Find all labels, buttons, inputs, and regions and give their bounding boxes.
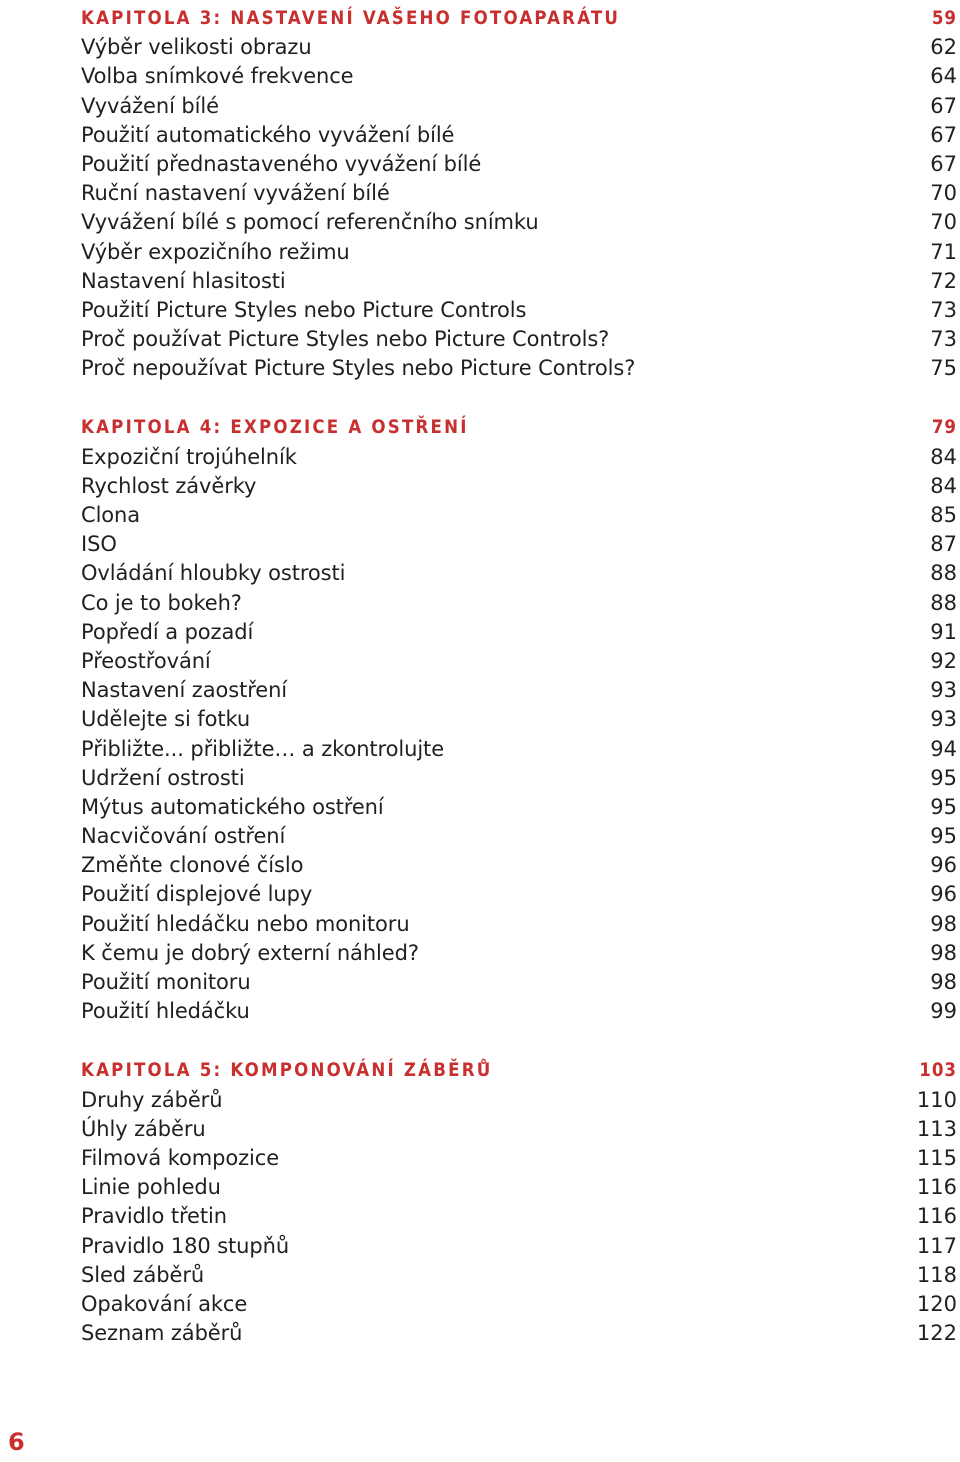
toc-entry bbox=[81, 92, 957, 121]
page-number: 6 bbox=[8, 1428, 25, 1456]
chapter-heading bbox=[81, 4, 957, 33]
toc-entry bbox=[81, 880, 957, 909]
toc-entry-label: Použití automatického vyvážení bílé bbox=[81, 122, 455, 147]
toc-entry-label: Ovládání hloubky ostrosti bbox=[81, 561, 346, 586]
toc-entry-page: 88 bbox=[930, 561, 957, 586]
toc-entry-label: Rychlost závěrky bbox=[81, 473, 257, 498]
toc-entry-page: 99 bbox=[930, 999, 957, 1024]
toc-entry-page: 116 bbox=[916, 1204, 957, 1229]
toc-entry-label: Změňte clonové číslo bbox=[81, 853, 304, 878]
toc-entry-label: Použití přednastaveného vyvážení bílé bbox=[81, 151, 482, 176]
toc-entry bbox=[81, 267, 957, 296]
toc-entry-page: 73 bbox=[930, 297, 957, 322]
toc-entry-label: Co je to bokeh? bbox=[81, 590, 242, 615]
toc-entry-page: 95 bbox=[930, 794, 957, 819]
toc-entry bbox=[81, 472, 957, 501]
toc-entry-label: Přeostřování bbox=[81, 648, 211, 673]
toc-entry bbox=[81, 1115, 957, 1144]
toc-entry bbox=[81, 121, 957, 150]
table-of-contents bbox=[81, 4, 957, 1378]
chapter-heading bbox=[81, 1056, 957, 1085]
toc-entry-label: Popředí a pozadí bbox=[81, 619, 254, 644]
toc-entry bbox=[81, 851, 957, 880]
toc-entry-page: 118 bbox=[916, 1262, 957, 1287]
toc-entry-page: 98 bbox=[930, 970, 957, 994]
toc-entry bbox=[81, 1261, 957, 1290]
toc-entry-page: 62 bbox=[930, 35, 957, 60]
chapter-page-number: 79 bbox=[931, 417, 957, 439]
chapter-4 bbox=[81, 413, 957, 1026]
toc-entry-label: Clona bbox=[81, 503, 141, 527]
toc-entry-label: Filmová kompozice bbox=[81, 1145, 280, 1170]
chapter-title: KAPITOLA 4: EXPOZICE A OSTŘENÍ bbox=[81, 417, 469, 439]
chapter-heading bbox=[81, 413, 957, 442]
toc-entry bbox=[81, 589, 957, 618]
toc-entry-page: 71 bbox=[930, 239, 957, 264]
toc-entry-label: Druhy záběrů bbox=[81, 1087, 223, 1112]
toc-entry-page: 88 bbox=[930, 590, 957, 615]
toc-entry bbox=[81, 501, 957, 530]
toc-entry-page: 96 bbox=[930, 882, 957, 907]
toc-entry-page: 98 bbox=[930, 911, 957, 936]
toc-entry-label: Použití displejové lupy bbox=[81, 882, 313, 907]
chapter-3 bbox=[81, 4, 957, 383]
toc-entry-page: 115 bbox=[916, 1145, 957, 1170]
toc-entry-label: Použití hledáčku nebo monitoru bbox=[81, 911, 410, 936]
toc-entry-label: K čemu je dobrý externí náhled? bbox=[81, 940, 419, 965]
toc-entry bbox=[81, 530, 957, 559]
toc-entry-label: Sled záběrů bbox=[81, 1262, 205, 1287]
toc-entry bbox=[81, 647, 957, 676]
toc-entry-page: 67 bbox=[930, 151, 957, 176]
toc-entry-page: 72 bbox=[930, 268, 957, 293]
toc-entry bbox=[81, 33, 957, 62]
toc-entry-page: 96 bbox=[930, 853, 957, 878]
toc-entry bbox=[81, 968, 957, 997]
toc-entry-label: Linie pohledu bbox=[81, 1175, 221, 1200]
chapter-title: KAPITOLA 5: KOMPONOVÁNÍ ZÁBĚRŮ bbox=[81, 1060, 493, 1082]
toc-entry-page: 95 bbox=[930, 765, 957, 790]
toc-entry-page: 95 bbox=[930, 824, 957, 849]
toc-entry-label: Proč nepoužívat Picture Styles nebo Picture Controls? bbox=[81, 356, 636, 381]
toc-entry bbox=[81, 1173, 957, 1202]
toc-entry-label: Expoziční trojúhelník bbox=[81, 444, 297, 469]
toc-entry-page: 98 bbox=[930, 940, 957, 965]
toc-entry-label: Udržení ostrosti bbox=[81, 765, 245, 790]
toc-entry-page: 75 bbox=[930, 356, 957, 381]
toc-entry bbox=[81, 822, 957, 851]
toc-entry-page: 91 bbox=[930, 619, 957, 644]
toc-entry bbox=[81, 764, 957, 793]
toc-entry bbox=[81, 208, 957, 237]
toc-entry bbox=[81, 354, 957, 383]
toc-entry bbox=[81, 238, 957, 267]
toc-entry-label: Nastavení hlasitosti bbox=[81, 268, 286, 293]
toc-entry bbox=[81, 296, 957, 325]
toc-entry-label: ISO bbox=[81, 532, 117, 557]
toc-entry-page: 70 bbox=[930, 210, 957, 235]
toc-entry bbox=[81, 1232, 957, 1261]
toc-entry-page: 116 bbox=[916, 1175, 957, 1200]
toc-entry bbox=[81, 618, 957, 647]
toc-entry bbox=[81, 179, 957, 208]
toc-entry-label: Použití monitoru bbox=[81, 970, 251, 994]
toc-entry-label: Úhly záběru bbox=[81, 1116, 206, 1141]
toc-entry-page: 67 bbox=[930, 122, 957, 147]
toc-entry-label: Vyvážení bílé s pomocí referenčního snímku bbox=[81, 210, 539, 235]
toc-entry-page: 70 bbox=[930, 181, 957, 206]
toc-entry-label: Pravidlo 180 stupňů bbox=[81, 1233, 290, 1258]
toc-entry bbox=[81, 150, 957, 179]
toc-entry-page: 110 bbox=[916, 1087, 957, 1112]
toc-entry bbox=[81, 559, 957, 588]
chapter-5 bbox=[81, 1056, 957, 1348]
chapter-title: KAPITOLA 3: NASTAVENÍ VAŠEHO FOTOAPARÁTU bbox=[81, 8, 621, 29]
toc-entry-label: Použití hledáčku bbox=[81, 999, 250, 1024]
toc-entry bbox=[81, 1086, 957, 1115]
toc-entry bbox=[81, 997, 957, 1026]
toc-entry-page: 84 bbox=[930, 444, 957, 469]
toc-entry-label: Použití Picture Styles nebo Picture Controls bbox=[81, 297, 527, 322]
toc-entry bbox=[81, 1319, 957, 1348]
toc-entry bbox=[81, 735, 957, 764]
toc-entry-page: 85 bbox=[930, 503, 957, 527]
toc-entry bbox=[81, 1144, 957, 1173]
toc-entry-label: Nacvičování ostření bbox=[81, 824, 286, 849]
toc-entry-label: Nastavení zaostření bbox=[81, 678, 288, 703]
toc-entry-page: 92 bbox=[930, 648, 957, 673]
toc-entry-page: 94 bbox=[930, 736, 957, 761]
toc-entry bbox=[81, 676, 957, 705]
toc-entry-page: 117 bbox=[916, 1233, 957, 1258]
toc-entry-label: Seznam záběrů bbox=[81, 1321, 243, 1346]
toc-entry-label: Vyvážení bílé bbox=[81, 93, 219, 118]
toc-entry bbox=[81, 793, 957, 822]
chapter-page-number: 103 bbox=[919, 1060, 957, 1082]
toc-entry-label: Ruční nastavení vyvážení bílé bbox=[81, 181, 390, 206]
chapter-page-number: 59 bbox=[931, 8, 957, 29]
toc-entry-page: 73 bbox=[930, 327, 957, 352]
toc-entry-label: Výběr velikosti obrazu bbox=[81, 35, 312, 60]
toc-entry bbox=[81, 1202, 957, 1231]
toc-entry bbox=[81, 705, 957, 734]
toc-entry bbox=[81, 1290, 957, 1319]
toc-entry-label: Volba snímkové frekvence bbox=[81, 64, 354, 89]
toc-entry-label: Udělejte si fotku bbox=[81, 707, 251, 732]
toc-entry bbox=[81, 443, 957, 472]
toc-entry-label: Přibližte... přibližte… a zkontrolujte bbox=[81, 736, 445, 761]
toc-entry bbox=[81, 62, 957, 91]
toc-entry-label: Opakování akce bbox=[81, 1291, 248, 1316]
toc-entry-page: 87 bbox=[930, 532, 957, 557]
toc-entry bbox=[81, 910, 957, 939]
toc-entry-page: 67 bbox=[930, 93, 957, 118]
toc-entry-label: Proč používat Picture Styles nebo Picture Controls? bbox=[81, 327, 610, 352]
toc-entry-page: 122 bbox=[916, 1321, 957, 1346]
toc-entry-page: 120 bbox=[916, 1291, 957, 1316]
toc-entry bbox=[81, 939, 957, 968]
toc-entry-page: 93 bbox=[930, 678, 957, 703]
toc-entry bbox=[81, 325, 957, 354]
toc-entry-label: Výběr expozičního režimu bbox=[81, 239, 350, 264]
toc-entry-label: Mýtus automatického ostření bbox=[81, 794, 384, 819]
toc-entry-page: 84 bbox=[930, 473, 957, 498]
toc-entry-label: Pravidlo třetin bbox=[81, 1204, 227, 1229]
toc-entry-page: 113 bbox=[916, 1116, 957, 1141]
toc-entry-page: 93 bbox=[930, 707, 957, 732]
toc-entry-page: 64 bbox=[930, 64, 957, 89]
